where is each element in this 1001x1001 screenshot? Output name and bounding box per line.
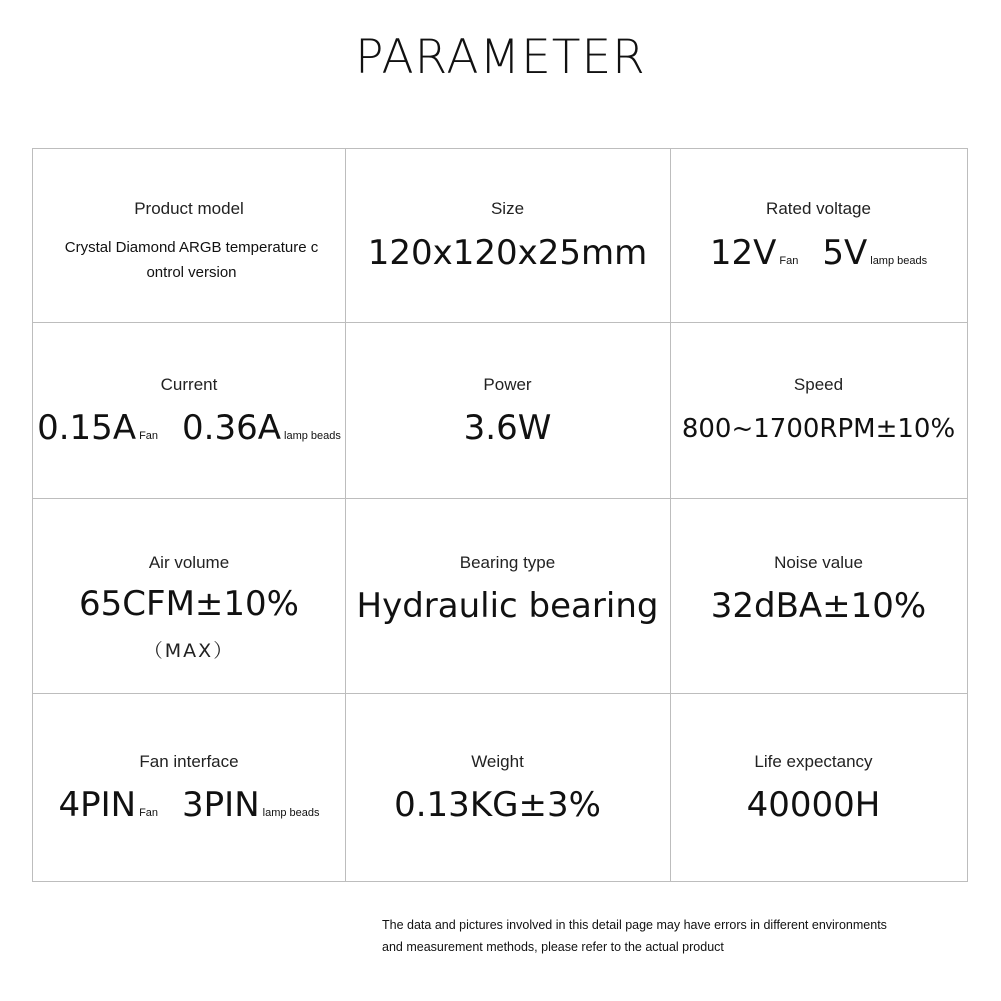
life-expectancy-value: 40000H bbox=[746, 785, 881, 825]
life-expectancy-label: Life expectancy bbox=[754, 752, 873, 771]
fan-current: 0.15A bbox=[37, 408, 137, 448]
cell-weight bbox=[345, 693, 670, 881]
noise-value-value: 32dBA±10% bbox=[710, 586, 927, 626]
rated-voltage-value bbox=[670, 233, 967, 273]
current-label: Current bbox=[160, 375, 218, 394]
product-model-label: Product model bbox=[134, 199, 244, 218]
fan-current-unit: Fan bbox=[139, 430, 159, 442]
lamp-pin: 3PIN bbox=[182, 785, 260, 825]
size-value: 120x120x25mm bbox=[367, 233, 648, 273]
bearing-type-label: Bearing type bbox=[459, 553, 556, 572]
cell-fan-interface bbox=[33, 693, 345, 881]
rated-voltage-label: Rated voltage bbox=[766, 199, 871, 218]
power-value: 3.6W bbox=[463, 408, 552, 448]
current-value bbox=[33, 408, 345, 448]
cell-speed bbox=[670, 322, 967, 498]
lamp-voltage: 5V bbox=[822, 233, 868, 273]
product-model-value: Crystal Diamond ARGB temperature c ontrol version bbox=[64, 239, 319, 281]
cell-life-expectancy bbox=[670, 693, 967, 881]
page-title: PARAMETER bbox=[355, 30, 646, 85]
disclaimer-line-2: and measurement methods, please refer to the actual product bbox=[382, 940, 724, 954]
bearing-type-value: Hydraulic bearing bbox=[356, 586, 659, 626]
weight-value: 0.13KG±3% bbox=[394, 785, 601, 825]
air-volume-note: （MAX） bbox=[143, 640, 235, 662]
cell-air-volume bbox=[33, 498, 345, 693]
cell-bearing-type bbox=[345, 498, 670, 693]
fan-pin: 4PIN bbox=[58, 785, 137, 825]
disclaimer bbox=[382, 914, 942, 958]
air-volume-value: 65CFM±10% bbox=[79, 584, 299, 624]
size-label: Size bbox=[490, 199, 525, 218]
cell-product-model bbox=[33, 149, 345, 322]
cell-noise-value bbox=[670, 498, 967, 693]
fan-interface-value bbox=[33, 785, 345, 825]
air-volume-label: Air volume bbox=[148, 553, 230, 572]
lamp-current-unit: lamp beads bbox=[284, 430, 341, 442]
lamp-current: 0.36A bbox=[182, 408, 282, 448]
parameter-table bbox=[32, 148, 968, 882]
cell-current bbox=[33, 322, 345, 498]
lamp-pin-unit: lamp beads bbox=[262, 807, 320, 819]
noise-value-label: Noise value bbox=[774, 553, 863, 572]
fan-voltage: 12V bbox=[709, 233, 777, 273]
disclaimer-line-1: The data and pictures involved in this detail page may have errors in different environments bbox=[382, 918, 887, 932]
power-label: Power bbox=[483, 375, 532, 394]
cell-power bbox=[345, 322, 670, 498]
lamp-voltage-unit: lamp beads bbox=[870, 255, 928, 267]
fan-interface-label: Fan interface bbox=[139, 752, 239, 771]
fan-voltage-unit: Fan bbox=[779, 255, 799, 267]
fan-pin-unit: Fan bbox=[139, 807, 159, 819]
weight-label: Weight bbox=[471, 752, 524, 771]
speed-value: 800~1700RPM±10% bbox=[681, 414, 956, 444]
speed-label: Speed bbox=[793, 375, 844, 394]
cell-rated-voltage bbox=[670, 149, 967, 322]
cell-size bbox=[345, 149, 670, 322]
